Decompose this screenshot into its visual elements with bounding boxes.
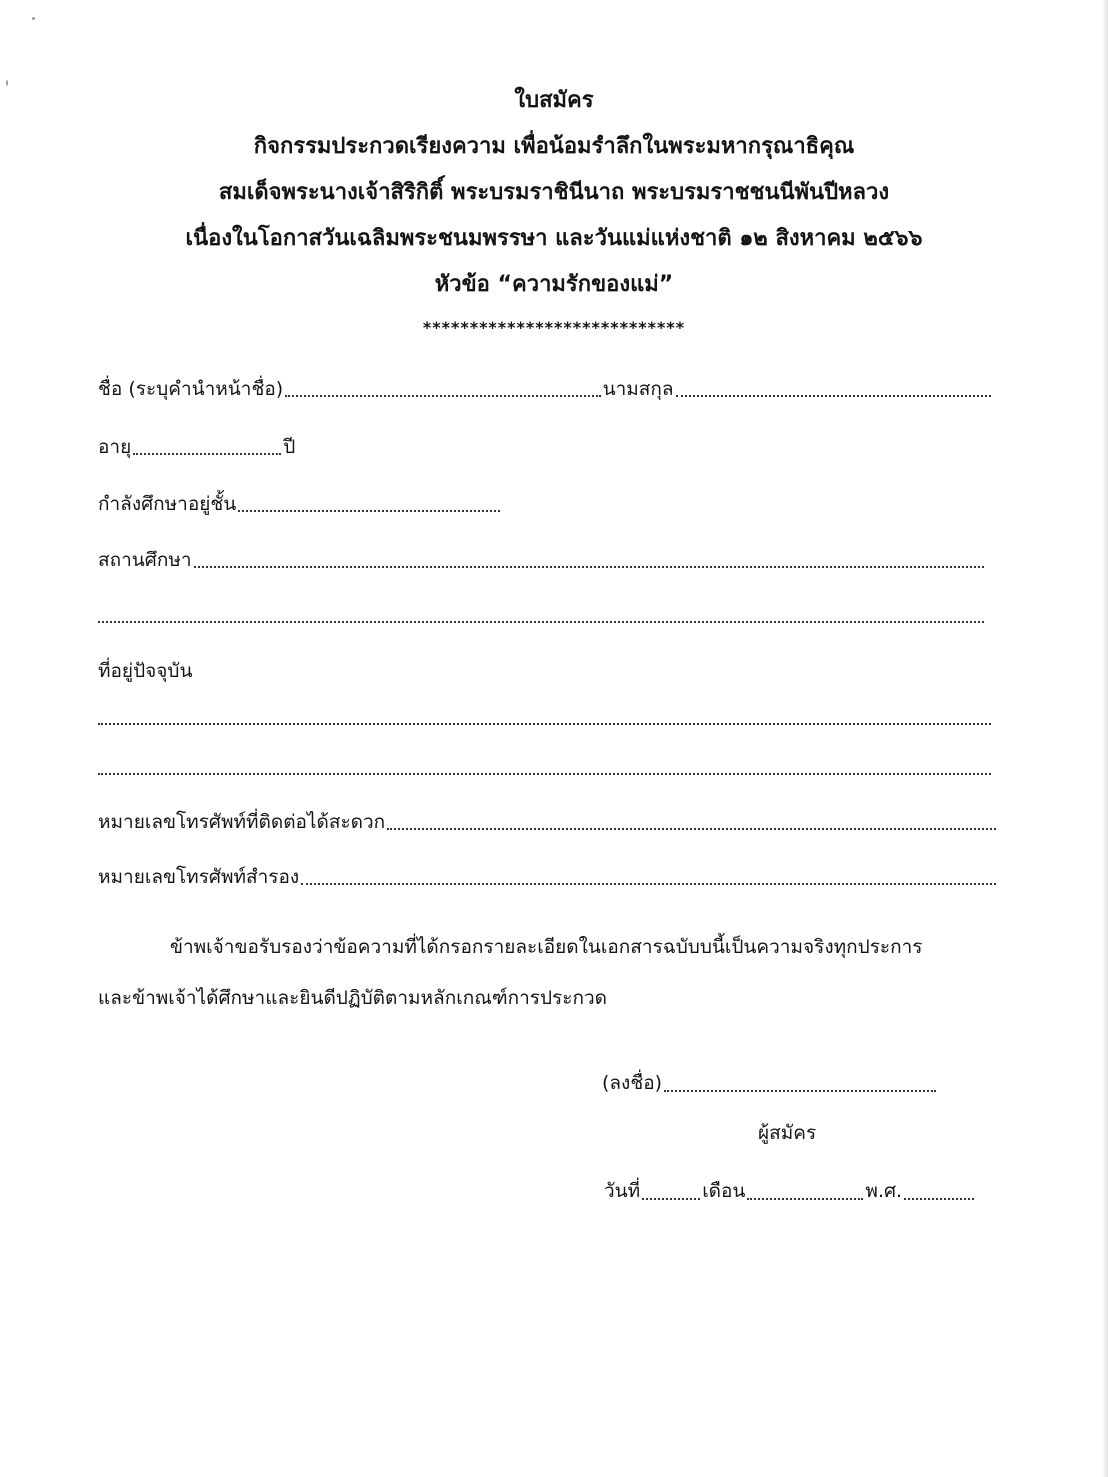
scan-speck	[32, 17, 35, 20]
alt-phone-field[interactable]	[301, 878, 996, 885]
date-row	[604, 1176, 974, 1206]
age-row	[98, 432, 398, 462]
name-row	[98, 374, 993, 404]
form-title: ใบสมัคร	[514, 88, 594, 113]
name-field[interactable]	[285, 390, 600, 397]
school-row	[98, 545, 986, 575]
scan-speck	[6, 80, 8, 86]
phone-row	[98, 807, 998, 837]
alt-phone-label: หมายเลขโทรศัพท์สำรอง	[98, 866, 300, 888]
signature-field[interactable]	[664, 1085, 936, 1092]
address-field-1[interactable]	[98, 718, 991, 725]
school-field[interactable]	[194, 561, 984, 568]
form-header	[60, 78, 1048, 348]
signature-row	[602, 1068, 938, 1098]
age-unit: ปี	[283, 436, 296, 458]
day-field[interactable]	[642, 1193, 700, 1200]
declaration	[98, 922, 1003, 1024]
surname-field[interactable]	[676, 390, 991, 397]
grade-label: กำลังศึกษาอยู่ชั้น	[98, 493, 237, 515]
star-divider: ****************************	[422, 318, 686, 337]
alt-phone-row	[98, 862, 998, 892]
header-line-3: เนื่องในโอกาสวันเฉลิมพระชนมพรรษา และวันแม่แห่งชาติ ๑๒ สิงหาคม ๒๕๖๖	[185, 226, 923, 251]
month-label: เดือน	[702, 1180, 746, 1202]
phone-field[interactable]	[387, 823, 996, 830]
declaration-line-2: และข้าพเจ้าได้ศึกษาและยินดีปฏิบัติตามหลักเกณฑ์การประกวด	[98, 987, 607, 1009]
scan-edge-shadow	[1102, 0, 1108, 1477]
year-label: พ.ศ.	[865, 1180, 903, 1202]
name-label: ชื่อ (ระบุคำนำหน้าชื่อ)	[98, 378, 284, 400]
address-row-1	[98, 702, 993, 732]
address-label: ที่อยู่ปัจจุบัน	[98, 660, 193, 682]
school-row-2	[98, 600, 986, 630]
month-field[interactable]	[747, 1193, 863, 1200]
grade-field[interactable]	[238, 505, 500, 512]
declaration-line-1: ข้าพเจ้าขอรับรองว่าข้อความที่ได้กรอกรายละเอียดในเอกสารฉบับบนี้เป็นความจริงทุกประการ	[170, 936, 923, 958]
age-label: อายุ	[98, 436, 132, 458]
address-field-2[interactable]	[98, 768, 991, 775]
sign-label: (ลงชื่อ)	[602, 1072, 663, 1094]
address-label-row	[98, 656, 398, 686]
year-field[interactable]	[904, 1193, 974, 1200]
header-line-2: สมเด็จพระนางเจ้าสิริกิติ์ พระบรมราชินีนาถ พระบรมราชชนนีพันปีหลวง	[218, 180, 890, 205]
age-field[interactable]	[133, 448, 281, 455]
grade-row	[98, 489, 502, 519]
header-line-1: กิจกรรมประกวดเรียงความ เพื่อน้อมรำลึกในพระมหากรุณาธิคุณ	[253, 134, 855, 159]
applicant-label: ผู้สมัคร	[758, 1122, 817, 1144]
school-label: สถานศึกษา	[98, 549, 192, 571]
address-row-2	[98, 752, 993, 782]
essay-topic: หัวข้อ “ความรักของแม่”	[434, 272, 674, 297]
applicant-row	[758, 1118, 816, 1148]
surname-label: นามสกุล	[602, 378, 674, 400]
date-label: วันที่	[604, 1180, 641, 1202]
phone-label: หมายเลขโทรศัพท์ที่ติดต่อได้สะดวก	[98, 811, 386, 833]
school-field-2[interactable]	[98, 616, 984, 623]
